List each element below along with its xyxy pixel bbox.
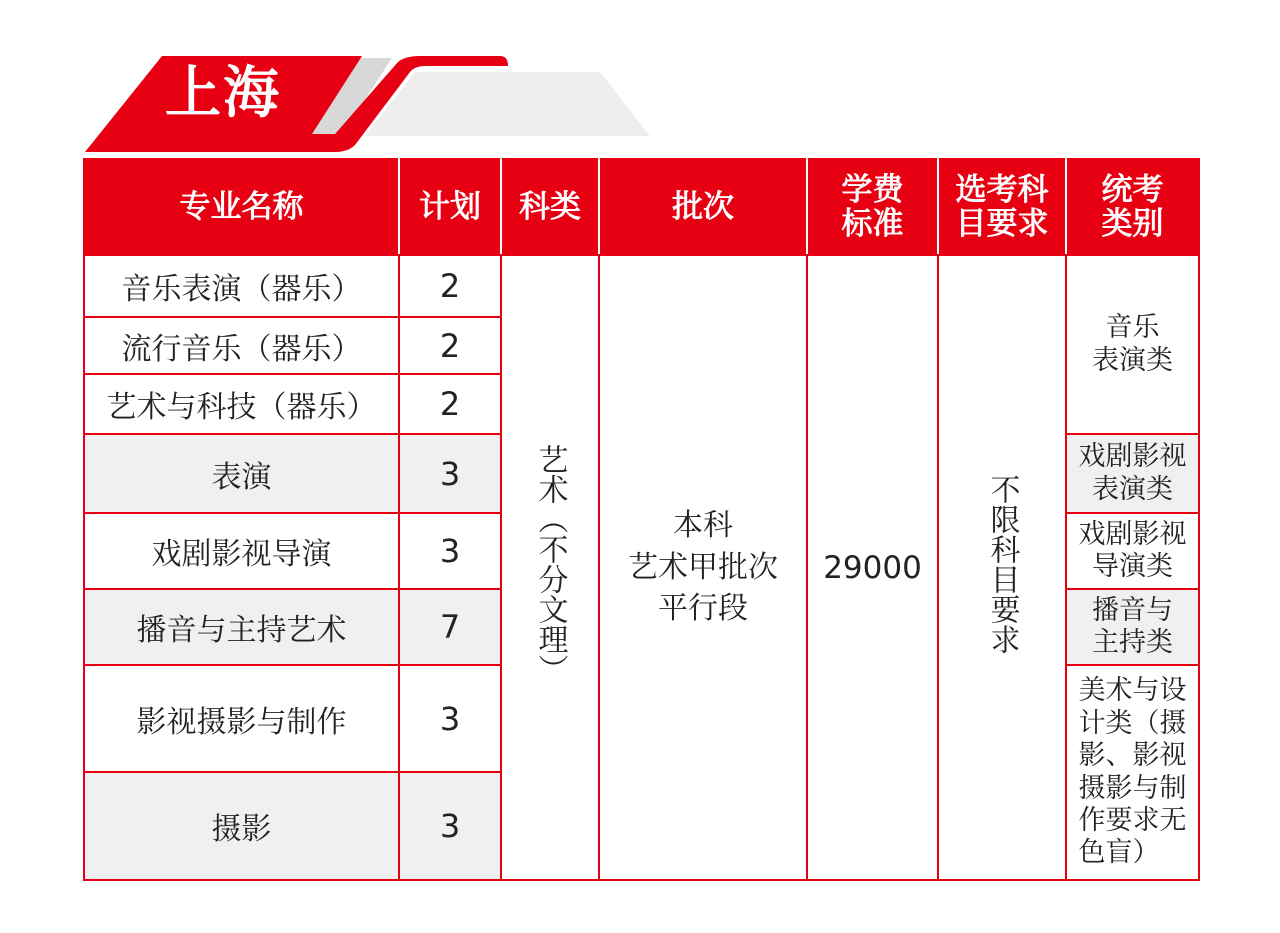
plan-cell: 3 [399, 434, 501, 513]
header-subjects: 选考科目要求 [938, 159, 1066, 255]
table-header-row [84, 159, 1199, 255]
exam-type-cell: 戏剧影视 导演类 [1066, 513, 1199, 589]
plan-cell: 3 [399, 772, 501, 880]
header-fee: 学费标准 [807, 159, 938, 255]
header-major: 专业名称 [84, 159, 399, 255]
exam-type-cell: 播音与 主持类 [1066, 589, 1199, 665]
plan-cell: 2 [399, 374, 501, 434]
major-cell: 摄影 [84, 772, 399, 880]
plan-cell: 2 [399, 317, 501, 374]
header-exam-type: 统考类别 [1066, 159, 1199, 255]
header-plan: 计划 [399, 159, 501, 255]
major-cell: 流行音乐（器乐） [84, 317, 399, 374]
enrollment-plan-table [83, 158, 1200, 881]
major-cell: 音乐表演（器乐） [84, 255, 399, 317]
plan-cell: 3 [399, 665, 501, 772]
major-cell: 播音与主持艺术 [84, 589, 399, 665]
exam-type-cell: 美术与设 计类（摄 影、影视 摄影与制 作要求无 色盲） [1066, 665, 1199, 880]
banner-grey-tab [365, 72, 650, 136]
exam-type-cell: 音乐 表演类 [1066, 255, 1199, 434]
fee-cell: 29000 [807, 255, 938, 880]
region-title: 上海 [165, 61, 281, 126]
major-cell: 影视摄影与制作 [84, 665, 399, 772]
major-cell: 表演 [84, 434, 399, 513]
subjects-cell: 不限科目要求 [938, 255, 1066, 880]
plan-cell: 7 [399, 589, 501, 665]
category-cell: 艺术（不分文理） [501, 255, 599, 880]
header-category: 科类 [501, 159, 599, 255]
plan-cell: 3 [399, 513, 501, 589]
major-cell: 戏剧影视导演 [84, 513, 399, 589]
batch-cell: 本科 艺术甲批次 平行段 [599, 255, 807, 880]
exam-type-cell: 戏剧影视 表演类 [1066, 434, 1199, 513]
table-row [84, 255, 1199, 317]
header-batch: 批次 [599, 159, 807, 255]
plan-cell: 2 [399, 255, 501, 317]
major-cell: 艺术与科技（器乐） [84, 374, 399, 434]
